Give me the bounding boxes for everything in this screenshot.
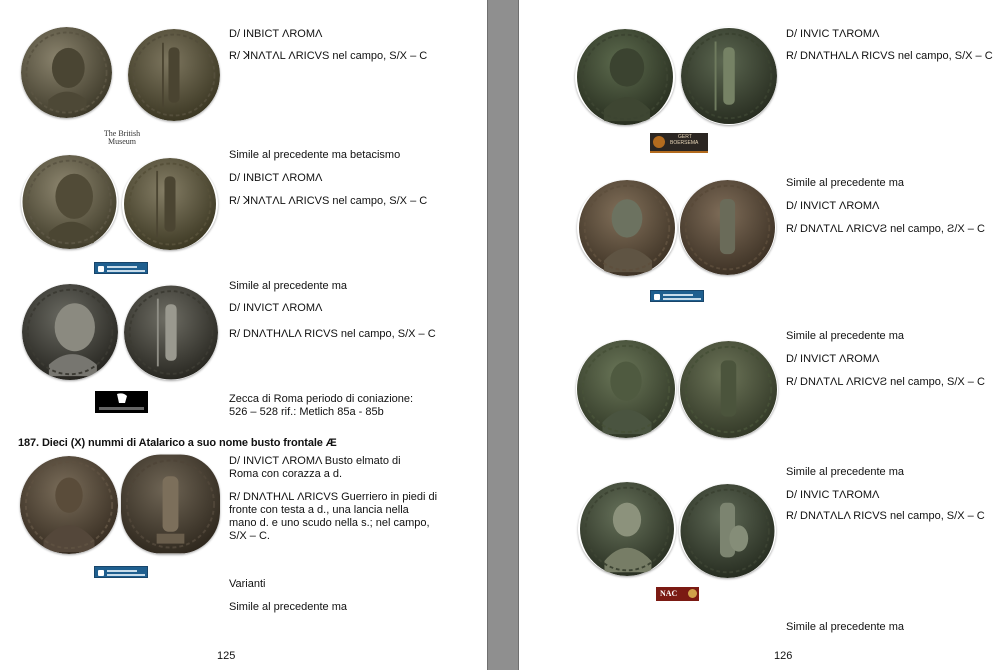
- coin-reverse: [124, 285, 218, 380]
- entry-reverse: R/ DNΛTΛLΛ RICVS nel campo, S/X – C: [786, 510, 985, 522]
- british-museum-logo: The British Museum: [103, 129, 141, 146]
- gert-boersema-logo: [650, 133, 708, 153]
- entry-reverse: R/ DNΛTHΛLΛ RICVS nel campo, S/X – C: [786, 50, 993, 62]
- coin-obverse: [575, 29, 675, 125]
- entry-variant-note: Simile al precedente ma: [786, 621, 905, 633]
- boersema-logo-text: BOERSEMA: [670, 140, 699, 146]
- fitzwilliam-museum-logo: [650, 290, 704, 302]
- entry-variant-note: Simile al precedente ma: [786, 466, 905, 478]
- coin-icon: [653, 136, 665, 148]
- entry-obverse: D/ INVICT ΛROMΛ: [786, 353, 880, 365]
- entry-obverse: D/ INVICT ΛROMΛ: [229, 302, 323, 314]
- entry-reverse: R/ DNΛTHΛLΛ RICVS nel campo, S/X – C: [229, 328, 436, 340]
- mint-note: Zecca di Roma periodo di coniazione: 526 – 528 rif.: Metlich 85a - 85b: [229, 393, 414, 418]
- coin-obverse: [578, 482, 676, 576]
- nac-logo-text: NAC: [660, 589, 678, 598]
- coin-icon: [688, 589, 697, 598]
- varianti-label: Varianti: [229, 578, 266, 590]
- entry-obverse: D/ INBICT ΛROMΛ: [229, 28, 323, 40]
- coin-reverse: [679, 484, 776, 578]
- entry-variant-note: Simile al precedente ma betacismo: [229, 149, 401, 161]
- entry-obverse: D/ INVICT ΛROMΛ Busto elmato di Roma con corazza a d.: [229, 455, 401, 480]
- coin-reverse: [681, 27, 777, 125]
- fitzwilliam-museum-logo: [94, 262, 148, 274]
- entry-reverse: R/ DNΛTHΛL ΛRICVS Guerriero in piedi di fronte con testa a d., una lancia nella mano d. e uno scudo nella s.; nel campo, S/X – C.: [229, 491, 438, 542]
- entry-variant-note: Simile al precedente ma: [786, 330, 905, 342]
- coin-reverse: [128, 29, 220, 121]
- right-page: [519, 0, 1000, 670]
- entry-obverse: D/ INVIC TΛROMΛ: [786, 28, 880, 40]
- coin-obverse: [21, 27, 112, 118]
- coin-obverse: [20, 456, 118, 554]
- page-number: 126: [774, 650, 793, 662]
- gert-logo-text: GERT: [678, 134, 692, 140]
- entry-obverse: D/ INVICT ΛROMΛ: [786, 200, 880, 212]
- coin-reverse: [121, 454, 220, 554]
- entry-obverse: D/ INBICT ΛROMΛ: [229, 172, 323, 184]
- entry-variant-note: Simile al precedente ma: [229, 280, 348, 292]
- page-number: 125: [217, 650, 236, 662]
- entry-reverse: R/ ꓘNΛTΛL ΛRICVS nel campo, S/X – C: [229, 195, 428, 207]
- entry-reverse: R/ DNΛTΛL ΛRICVƧ nel campo, Ƨ/X – C: [786, 223, 985, 235]
- coin-obverse: [576, 340, 676, 438]
- entry-variant-note: Simile al precedente ma: [229, 601, 348, 613]
- numismatica-logo: [95, 391, 148, 413]
- entry-reverse: R/ ꓘNΛTΛL ΛRICVS nel campo, S/X – C: [229, 50, 428, 62]
- left-page: [0, 0, 487, 670]
- coin-reverse: [679, 341, 778, 438]
- catalog-heading: 187. Dieci (X) nummi di Atalarico a suo nome busto frontale Æ: [18, 437, 337, 449]
- coin-obverse: [21, 155, 118, 249]
- entry-obverse: D/ INVIC TΛROMΛ: [786, 489, 880, 501]
- entry-variant-note: Simile al precedente ma: [786, 177, 905, 189]
- page-gutter: [487, 0, 519, 670]
- nac-logo: [656, 587, 699, 601]
- coin-reverse: [679, 180, 776, 275]
- coin-obverse: [577, 180, 677, 276]
- coin-obverse: [22, 284, 118, 380]
- entry-reverse: R/ DNΛTΛL ΛRICVƧ nel campo, S/X – C: [786, 376, 985, 388]
- fitzwilliam-museum-logo: [94, 566, 148, 578]
- coin-reverse: [122, 158, 218, 250]
